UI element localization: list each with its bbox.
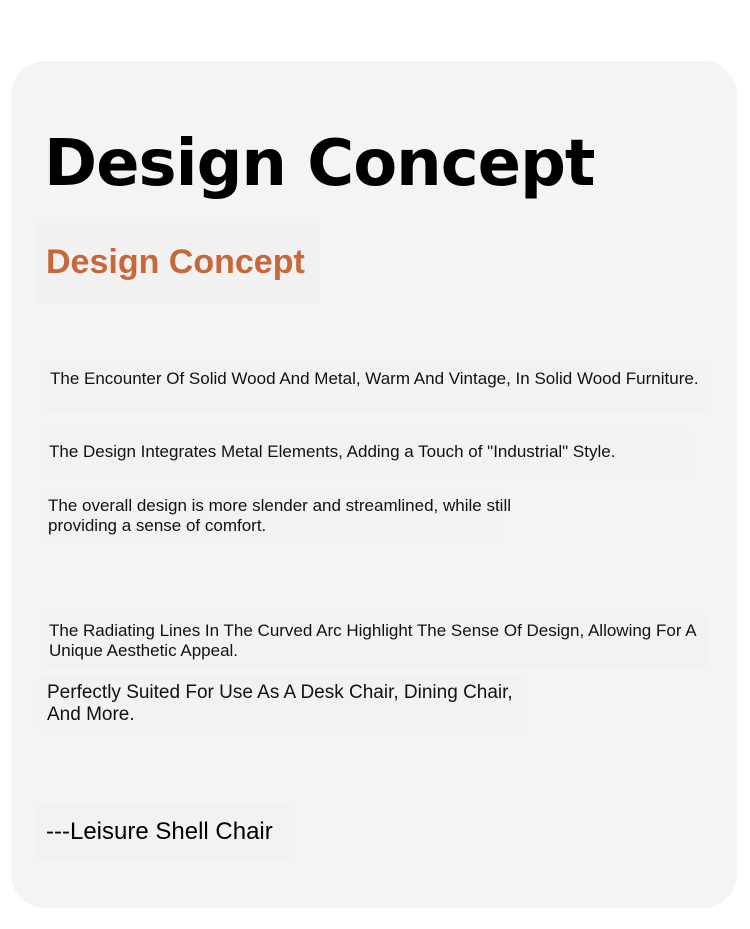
paragraph-industrial-style: The Design Integrates Metal Elements, Adding a Touch of "Industrial" Style. <box>49 442 616 461</box>
section-subtitle: Design Concept <box>46 243 305 281</box>
product-signature: ---Leisure Shell Chair <box>46 818 273 845</box>
paragraph-slender-design: The overall design is more slender and streamlined, while still providing a sense of comfort. <box>48 496 511 535</box>
paragraph-radiating-lines: The Radiating Lines In The Curved Arc Highlight The Sense Of Design, Allowing For A Unique Aesthetic Appeal. <box>49 621 696 660</box>
page-title: Design Concept <box>44 127 595 201</box>
paragraph-wood-metal: The Encounter Of Solid Wood And Metal, Warm And Vintage, In Solid Wood Furniture. <box>50 369 699 388</box>
paragraph-usage: Perfectly Suited For Use As A Desk Chair, Dining Chair, And More. <box>47 682 513 725</box>
